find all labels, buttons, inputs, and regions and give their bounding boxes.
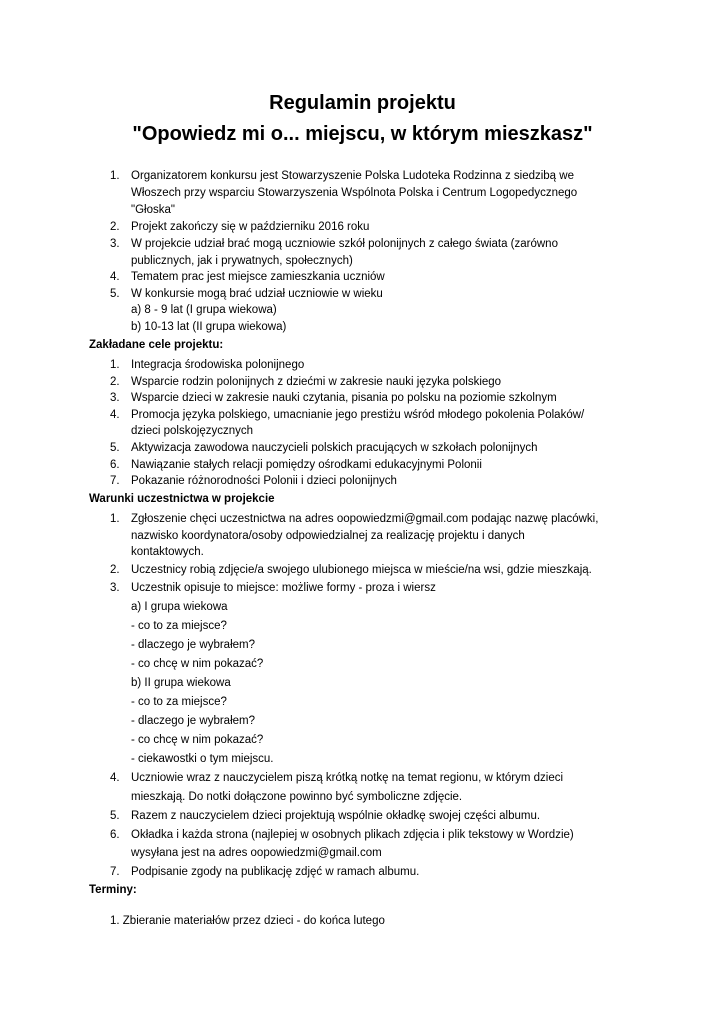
list-text: Promocja języka polskiego, umacnianie jego prestiżu wśród młodego pokolenia Polaków/ <box>131 409 585 421</box>
section-heading: Warunki uczestnictwa w projekcie <box>89 493 275 505</box>
list-text: W projekcie udział brać mogą uczniowie szkół polonijnych z całego świata (zarówno <box>131 238 558 250</box>
list-text: b) II grupa wiekowa <box>131 677 231 689</box>
list-text: Projekt zakończy się w październiku 2016 roku <box>131 221 370 233</box>
list-number: 2. <box>110 564 120 576</box>
list-number: 3. <box>110 582 120 594</box>
list-text: - co to za miejsce? <box>131 620 227 632</box>
list-number: 5. <box>110 442 120 454</box>
list-text: dzieci polskojęzycznych <box>131 425 254 437</box>
list-text: publicznych, jak i prywatnych, społecznych) <box>131 255 353 267</box>
list-number: 1. <box>110 170 120 182</box>
list-text: Uczestnik opisuje to miejsce: możliwe formy - proza i wiersz <box>131 582 436 594</box>
list-text: "Głoska" <box>131 204 175 216</box>
list-text: - dlaczego je wybrałem? <box>131 639 256 651</box>
list-text: nazwisko koordynatora/osoby odpowiedzialnej za realizację projektu i danych <box>131 530 525 542</box>
list-text: Nawiązanie stałych relacji pomiędzy ośrodkami edukacyjnymi Polonii <box>131 459 482 471</box>
list-text: Podpisanie zgody na publikację zdjęć w ramach albumu. <box>131 866 420 878</box>
list-text: a) I grupa wiekowa <box>131 601 228 613</box>
list-text: - ciekawostki o tym miejscu. <box>131 753 274 765</box>
document-title: Regulamin projektu <box>269 92 456 114</box>
list-number: 7. <box>110 866 120 878</box>
list-number: 3. <box>110 238 120 250</box>
list-number: 6. <box>110 829 120 841</box>
list-number: 4. <box>110 772 120 784</box>
list-text: - co chcę w nim pokazać? <box>131 734 264 746</box>
list-text: a) 8 - 9 lat (I grupa wiekowa) <box>131 304 277 316</box>
list-text: Razem z nauczycielem dzieci projektują wspólnie okładkę swojej części albumu. <box>131 810 541 822</box>
section-heading: Terminy: <box>89 884 137 896</box>
list-text: Uczestnicy robią zdjęcie/a swojego ulubionego miejsca w mieście/na wsi, gdzie mieszkają. <box>131 564 592 576</box>
list-text: - dlaczego je wybrałem? <box>131 715 256 727</box>
list-text: b) 10-13 lat (II grupa wiekowa) <box>131 321 287 333</box>
list-text: Okładka i każda strona (najlepiej w osobnych plikach zdjęcia i plik tekstowy w Wordzie) <box>131 829 574 841</box>
list-text: Wsparcie rodzin polonijnych z dziećmi w zakresie nauki języka polskiego <box>131 376 502 388</box>
list-text: Integracja środowiska polonijnego <box>131 359 305 371</box>
list-number: 5. <box>110 288 120 300</box>
list-number: 7. <box>110 475 120 487</box>
list-text: Aktywizacja zawodowa nauczycieli polskich pracujących w szkołach polonijnych <box>131 442 538 454</box>
list-text: Zgłoszenie chęci uczestnictwa na adres oopowiedzmi@gmail.com podając nazwę placówki, <box>131 513 599 525</box>
list-text: Włoszech przy wsparciu Stowarzyszenia Wspólnota Polska i Centrum Logopedycznego <box>131 187 578 199</box>
list-text: W konkursie mogą brać udział uczniowie w wieku <box>131 288 383 300</box>
list-text: wysyłana jest na adres oopowiedzmi@gmail.com <box>131 847 382 859</box>
list-text: Tematem prac jest miejsce zamieszkania uczniów <box>131 271 385 283</box>
section-heading: Zakładane cele projektu: <box>89 339 224 351</box>
list-number: 6. <box>110 459 120 471</box>
list-number: 2. <box>110 221 120 233</box>
list-number: 1. <box>110 513 120 525</box>
list-text: Pokazanie różnorodności Polonii i dzieci polonijnych <box>131 475 397 487</box>
list-text: 1. Zbieranie materiałów przez dzieci - do końca lutego <box>110 915 385 927</box>
list-text: Organizatorem konkursu jest Stowarzyszenie Polska Ludoteka Rodzinna z siedzibą we <box>131 170 574 182</box>
list-number: 4. <box>110 271 120 283</box>
list-text: Uczniowie wraz z nauczycielem piszą krótką notkę na temat regionu, w którym dzieci <box>131 772 564 784</box>
list-text: - co chcę w nim pokazać? <box>131 658 264 670</box>
document-subtitle: "Opowiedz mi o... miejscu, w którym mieszkasz" <box>132 123 593 145</box>
list-number: 3. <box>110 392 120 404</box>
list-text: mieszkają. Do notki dołączone powinno być symboliczne zdjęcie. <box>131 791 463 803</box>
list-text: Wsparcie dzieci w zakresie nauki czytania, pisania po polsku na poziomie szkolnym <box>131 392 557 404</box>
list-number: 1. <box>110 359 120 371</box>
list-number: 4. <box>110 409 120 421</box>
list-number: 2. <box>110 376 120 388</box>
list-text: kontaktowych. <box>131 546 204 558</box>
list-number: 5. <box>110 810 120 822</box>
list-text: - co to za miejsce? <box>131 696 227 708</box>
